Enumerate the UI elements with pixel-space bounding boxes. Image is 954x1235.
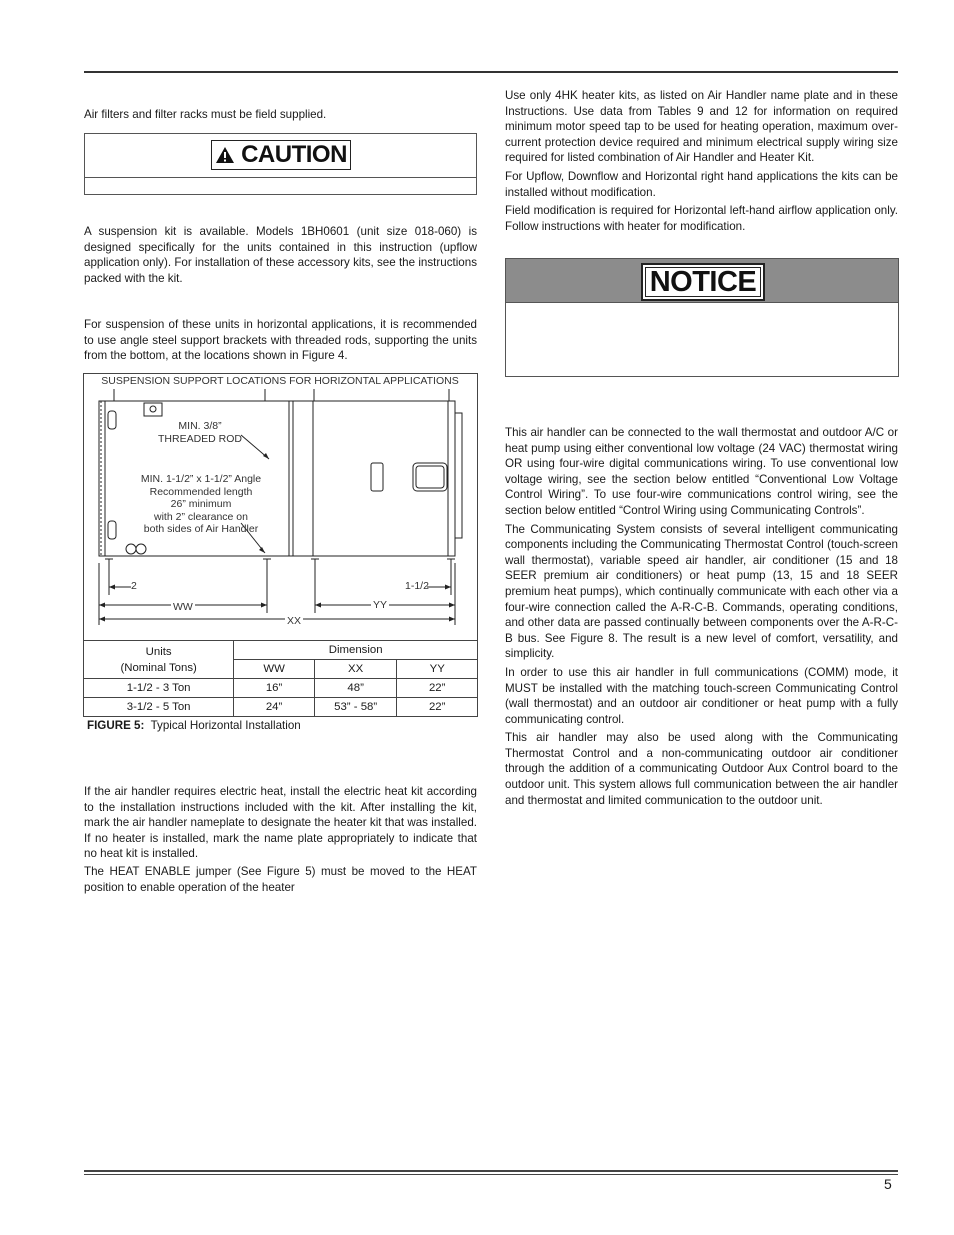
notice-band bbox=[506, 259, 898, 303]
caution-divider bbox=[85, 177, 476, 178]
table-row: 3-1/2 - 5 Ton 24” 53” - 58” 22” bbox=[84, 698, 478, 717]
units-header: Units (Nominal Tons) bbox=[84, 641, 234, 679]
notice-box bbox=[505, 258, 899, 377]
electric-heat-section: If the air handler requires electric heat, install the electric heat kit according to the installation instructions included with the kit. After installing the kit, mark the air handler nameplate to designate the heater kit that was installed. If no heater is installed, mark the name plate appropriately to indicate that no heat kit is installed. The HEAT ENABLE jumper (See Figure 5) must be moved to the HEAT position to enable operation of the heater bbox=[84, 785, 477, 894]
suspension-paragraph: For suspension of these units in horizontal applications, it is recommended to use angle steel support brackets with threaded rods, supporting the units from the bottom, at the locations shown in Figure 4. bbox=[84, 318, 477, 363]
dim-xx-label: XX bbox=[287, 615, 302, 627]
dim-right-label: 1-1/2 bbox=[405, 580, 429, 592]
communications-section: This air handler can be connected to the wall thermostat and outdoor A/C or heat pump using either conventional low voltage (24 VAC) thermostat wiring OR using four-wire digital communications wiring. To use conventional low voltage wiring, see the section below entitled “Conventional Low Voltage Control Wiring”. To use four-wire communications control wiring, see the section below entitled “Control Wiring using Communicating Controls”. The Communicating System consists of several intelligent communicating components including the Communicating Thermostat Control (touch-screen wall thermostat), variable speed air handler, air conditioner (15 and 18 SEER premium air conditioners) or heat pump (13, 15 and 18 SEER premium heat pumps), which continually communicate with each other via a four-wire connection called the A-R-C-B. Commands, operating conditions, and other data are passed continually between components over the A-R-C-B bus. See Figure 8. The result is a new level of comfort, versatility, and simplicity. In order to use this air handler in full communications (COMM) mode, it MUST be installed with the matching touch-screen Communicating Control (wall thermostat) and an outdoor air conditioner or heat pump with a fully communicating control. This air handler may also be used along with the Communicating Thermostat Control and a non-communicating outdoor air conditioner through the addition of a communicating Outdoor Aux Control board to the outdoor unit. This system allows full communication between the air handler and thermostat and limited communication to the outdoor unit. bbox=[505, 426, 898, 807]
notice-label: NOTICE bbox=[641, 263, 765, 301]
column-header: YY bbox=[397, 660, 478, 679]
column-header: WW bbox=[234, 660, 315, 679]
column-header: XX bbox=[314, 660, 397, 679]
dim-ww-label: WW bbox=[173, 601, 193, 613]
suspension-kit-paragraph: A suspension kit is available. Models 1BH0601 (unit size 018-060) is designed specifically for the units contained in this instruction (upflow application only). For installation of these accessory kits, see the instructions packed with the kit. bbox=[84, 225, 477, 285]
figure-title: SUSPENSION SUPPORT LOCATIONS FOR HORIZONTAL APPLICATIONS bbox=[101, 375, 459, 387]
rod-note: MIN. 3/8” THREADED ROD bbox=[157, 420, 242, 445]
caution-box bbox=[84, 133, 477, 195]
top-rule bbox=[84, 71, 898, 73]
warning-triangle-icon bbox=[215, 146, 235, 164]
dim-left-label: 2 bbox=[131, 580, 137, 592]
bottom-rule bbox=[84, 1170, 898, 1175]
dimension-header: Dimension bbox=[234, 641, 478, 660]
angle-note: MIN. 1-1/2” x 1-1/2” Angle Recommended length 26” minimum with 2” clearance on both sides of Air Handler bbox=[140, 473, 262, 535]
caution-label: CAUTION bbox=[211, 140, 351, 170]
heater-kits-section: Use only 4HK heater kits, as listed on Air Handler name plate and in these Instructions. Use data from Tables 9 and 12 for information on required minimum motor speed tap to be used for heating operation, maximum over-current protection device required and minimum electrical supply wiring size required for listed combination of Air Handler and Heater Kit. For Upflow, Downflow and Horizontal right hand applications the kits can be installed without modification. Field modification is required for Horizontal left-hand airflow application only. Follow instructions with heater for modification. bbox=[505, 89, 898, 233]
table-row: 1-1/2 - 3 Ton 16” 48” 22” bbox=[84, 679, 478, 698]
filters-paragraph: Air filters and filter racks must be field supplied. bbox=[84, 108, 327, 121]
dim-yy-label: YY bbox=[373, 599, 388, 611]
figure-caption: FIGURE 5: Typical Horizontal Installation bbox=[87, 719, 301, 732]
page-number: 5 bbox=[884, 1176, 892, 1192]
dimension-table bbox=[83, 640, 478, 717]
